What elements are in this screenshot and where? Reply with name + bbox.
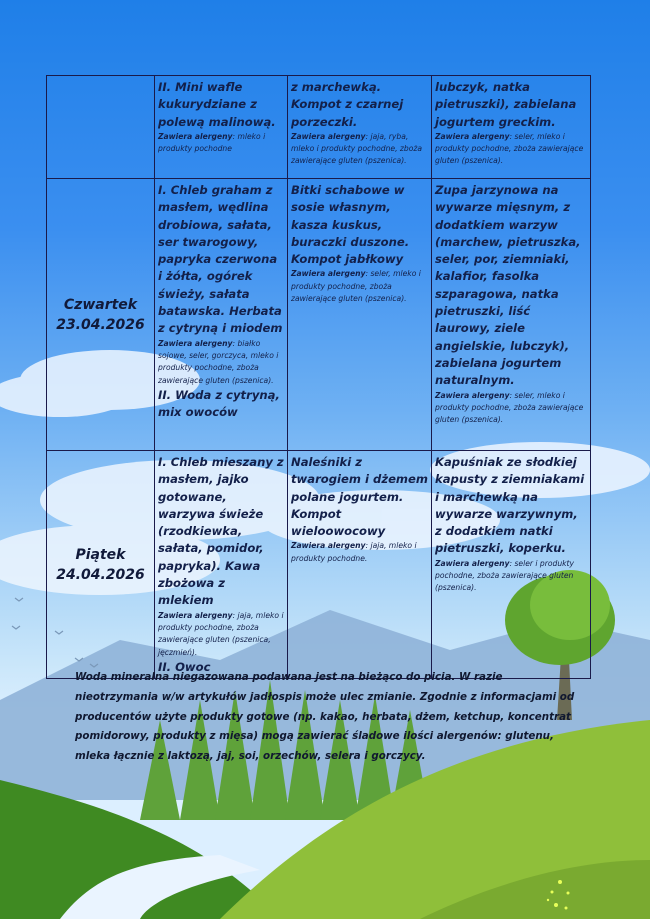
table-row (47, 76, 591, 179)
meal-text: II. Mini wafle kukurydziane z polewą malinową. (158, 80, 276, 129)
lunch-cell (288, 76, 432, 179)
meal-extra: II. Owoc (158, 659, 211, 674)
menu-table (46, 75, 591, 679)
allergens-text (435, 131, 587, 168)
breakfast-cell (155, 76, 288, 179)
allergens-list: : jaja, mleko i produkty pochodne. (291, 541, 417, 563)
lunch-cell (288, 451, 432, 679)
allergens-label: Zawiera alergeny (291, 269, 366, 279)
allergens-label: Zawiera alergeny (158, 338, 233, 348)
meal-text: I. Chleb graham z masłem, wędlina drobiowa, sałata, ser twarogowy, papryka czerwona i żółta, ogórek świeży, sałata batawska. Herbata z cytryną i miodem (158, 183, 283, 336)
allergens-text (291, 268, 428, 305)
meal-text: lubczyk, natka pietruszki), zabielana jogurtem greckim. (435, 80, 577, 129)
allergens-text (158, 610, 284, 659)
allergens-list: : jaja, mleko i produkty pochodne, zboża zawierające gluten (pszenica, jęczmień). (158, 610, 284, 657)
day-name: Czwartek (63, 297, 138, 313)
note-text: Woda mineralna niegazowana podawana jest na bieżąco do picia. W razie nieotrzymania w/w artykułów jadłospis może ulec zmianie. Zgodnie z informacjami od producentów użyte produkty gotowe (np. kakao, herbata, dżem, ketchup, koncentrat pomidorowy, produkty z mięsa) mogą zawierać śladowe ilości alergenów: glutenu, mleka łącznie z laktozą, jaj, soi, orzechów, selera i gorczycy. (75, 671, 575, 763)
allergens-label: Zawiera alergeny (291, 131, 366, 141)
allergens-list: : jaja, ryba, mleko i produkty pochodne, zboża zawierające gluten (pszenica). (291, 131, 422, 166)
meal-text: Bitki schabowe w sosie własnym, kasza kuskus, buraczki duszone. Kompot jabłkowy (291, 183, 410, 267)
allergens-label: Zawiera alergeny (158, 131, 233, 141)
breakfast-cell (155, 179, 288, 451)
allergens-list: : seler, mleko i produkty pochodne, zboża zawierające gluten (pszenica). (435, 390, 584, 425)
allergens-label: Zawiera alergeny (435, 558, 510, 568)
allergens-text (291, 131, 428, 168)
soup-cell (432, 451, 591, 679)
day-cell (47, 76, 155, 179)
allergens-label: Zawiera alergeny (158, 610, 233, 620)
allergens-text (291, 540, 428, 565)
allergens-text (158, 131, 284, 156)
meal-text: I. Chleb mieszany z masłem, jajko gotowane, warzywa świeże (rzodkiewka, sałata, pomidor, papryka). Kawa zbożowa z mlekiem (158, 455, 284, 608)
allergens-label: Zawiera alergeny (435, 131, 510, 141)
day-date: 24.04.2026 (56, 567, 145, 584)
meal-text: Naleśniki z twarogiem i dżemem polane jogurtem. Kompot wieloowocowy (291, 455, 428, 539)
soup-cell (432, 179, 591, 451)
table-row (47, 179, 591, 451)
meal-text: z marchewką. Kompot z czarnej porzeczki. (291, 80, 404, 129)
meal-extra: II. Woda z cytryną, mix owoców (158, 387, 280, 420)
allergens-list: : białko sojowe, seler, gorczyca, mleko i produkty pochodne, zboża zawierające gluten (pszenica). (158, 338, 279, 385)
allergens-list: : seler, mleko i produkty pochodne, zboża zawierające gluten (pszenica). (291, 269, 421, 304)
table-row (47, 451, 591, 679)
breakfast-cell (155, 451, 288, 679)
meal-text: Zupa jarzynowa na wywarze mięsnym, z dodatkiem warzyw (marchew, pietruszka, seler, por, ziemniaki, kalafior, fasolka szparagowa, natka pietruszki, liść laurowy, ziele angielskie, lubczyk), zabielana jogurtem naturalnym. (435, 183, 581, 388)
allergens-text (435, 558, 587, 595)
day-date: 23.04.2026 (56, 317, 145, 333)
meal-text: Kapuśniak ze słodkiej kapusty z ziemniakami i marchewką na wywarze warzywnym, z dodatkiem natki pietruszki, koperku. (435, 455, 585, 556)
allergens-list: : seler, mleko i produkty pochodne, zboża zawierające gluten (pszenica). (435, 131, 584, 166)
allergens-list: : seler i produkty pochodne, zboża zawierające gluten (pszenica). (435, 558, 575, 593)
soup-cell (432, 76, 591, 179)
lunch-cell (288, 179, 432, 451)
day-cell (47, 179, 155, 451)
menu-table-wrapper (46, 75, 590, 679)
allergens-text (435, 390, 587, 427)
footer-note (75, 668, 575, 767)
day-cell (47, 451, 155, 679)
allergens-text (158, 338, 284, 387)
day-name: Piątek (75, 547, 126, 564)
allergens-list: : mleko i produkty pochodne (158, 131, 266, 154)
allergens-label: Zawiera alergeny (291, 541, 366, 551)
allergens-label: Zawiera alergeny (435, 390, 510, 400)
